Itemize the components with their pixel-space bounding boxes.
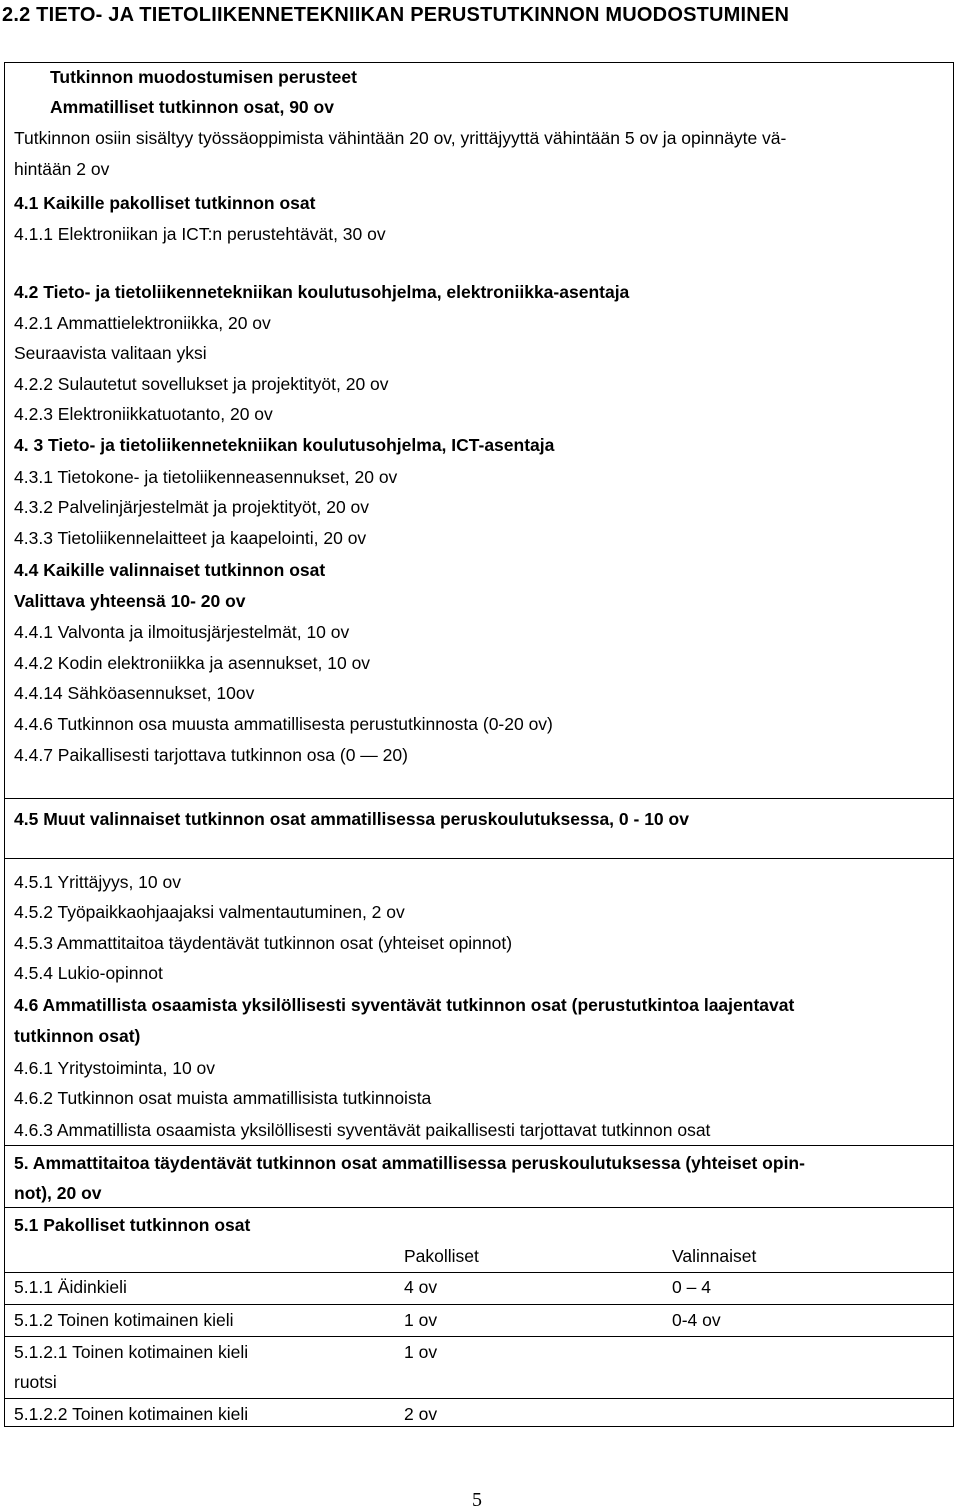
list-item: 4.4.7 Paikallisesti tarjottava tutkinnon osa (0 — 20) [14,745,408,765]
table-cell-name: 5.1.2 Toinen kotimainen kieli [14,1310,234,1330]
table-rule [4,1272,954,1273]
list-item: 4.4.1 Valvonta ja ilmoitusjärjestelmät, 10 ov [14,622,350,642]
section-heading: 5. Ammattitaitoa täydentävät tutkinnon osat ammatillisessa peruskoulutuksessa (yhteiset opin- [14,1153,805,1173]
list-item: 4.5.3 Ammattitaitoa täydentävät tutkinnon osat (yhteiset opinnot) [14,933,513,953]
table-cell-name: ruotsi [14,1372,57,1392]
section-heading: 4.2 Tieto- ja tietoliikennetekniikan koulutusohjelma, elektroniikka-asentaja [14,282,630,302]
list-item: 4.4.6 Tutkinnon osa muusta ammatillisesta perustutkinnosta (0-20 ov) [14,714,553,734]
list-item: 4.6.1 Yritystoiminta, 10 ov [14,1058,216,1078]
divider [4,858,954,859]
page-number: 5 [472,1489,482,1511]
list-item: 4.5.2 Työpaikkaohjaajaksi valmentautuminen, 2 ov [14,902,405,922]
section-heading: 4.1 Kaikille pakolliset tutkinnon osat [14,193,316,213]
list-item: 4.1.1 Elektroniikan ja ICT:n perustehtävät, 30 ov [14,224,386,244]
list-item: 4.4.14 Sähköasennukset, 10ov [14,683,255,703]
list-item: 4.2.2 Sulautetut sovellukset ja projektityöt, 20 ov [14,374,389,394]
table-cell-pakolliset: 4 ov [404,1277,438,1297]
list-item: 4.2.3 Elektroniikkatuotanto, 20 ov [14,404,273,424]
divider [4,1145,954,1146]
section-heading: 5.1 Pakolliset tutkinnon osat [14,1215,251,1235]
page-title: 2.2 TIETO- JA TIETOLIIKENNETEKNIIKAN PERUSTUTKINNON MUODOSTUMINEN [2,4,790,26]
section-heading: Tutkinnon muodostumisen perusteet [50,67,357,87]
table-cell-name: 5.1.2.2 Toinen kotimainen kieli [14,1404,249,1424]
table-header-valinnaiset: Valinnaiset [672,1246,757,1266]
list-item: Seuraavista valitaan yksi [14,343,207,363]
divider [4,1207,954,1208]
section-heading: Ammatilliset tutkinnon osat, 90 ov [50,97,334,117]
table-header-pakolliset: Pakolliset [404,1246,479,1266]
table-rule [4,1304,954,1305]
table-cell-name: 5.1.2.1 Toinen kotimainen kieli [14,1342,249,1362]
list-item: 4.4.2 Kodin elektroniikka ja asennukset, 10 ov [14,653,371,673]
table-cell-pakolliset: 2 ov [404,1404,438,1424]
list-item: 4.3.2 Palvelinjärjestelmät ja projektityöt, 20 ov [14,497,370,517]
list-item: 4.3.3 Tietoliikennelaitteet ja kaapelointi, 20 ov [14,528,367,548]
section-heading: not), 20 ov [14,1183,102,1203]
list-item: 4.6.3 Ammatillista osaamista yksilöllisesti syventävät paikallisesti tarjottavat tutkinnon osat [14,1120,711,1140]
divider [4,798,954,799]
section-heading: 4.6 Ammatillista osaamista yksilöllisesti syventävät tutkinnon osat (perustutkintoa laajentavat [14,995,795,1015]
table-rule [4,1336,954,1337]
list-item: 4.5.4 Lukio-opinnot [14,963,163,983]
list-item: 4.3.1 Tietokone- ja tietoliikenneasennukset, 20 ov [14,467,398,487]
table-rule [4,1398,954,1399]
table-cell-name: 5.1.1 Äidinkieli [14,1277,127,1297]
section-heading: tutkinnon osat) [14,1026,141,1046]
table-cell-valinnaiset: 0 – 4 [672,1277,711,1297]
table-cell-pakolliset: 1 ov [404,1310,438,1330]
list-item: 4.5.1 Yrittäjyys, 10 ov [14,872,181,892]
table-cell-valinnaiset: 0-4 ov [672,1310,721,1330]
section-heading: 4.5 Muut valinnaiset tutkinnon osat ammatillisessa peruskoulutuksessa, 0 - 10 ov [14,809,689,829]
intro-text: Tutkinnon osiin sisältyy työssäoppimista vähintään 20 ov, yrittäjyyttä vähintään 5 ov ja opinnäyte vä- [14,128,787,148]
section-heading: Valittava yhteensä 10- 20 ov [14,591,246,611]
list-item: 4.6.2 Tutkinnon osat muista ammatillisista tutkinnoista [14,1088,432,1108]
list-item: 4.2.1 Ammattielektroniikka, 20 ov [14,313,271,333]
intro-text: hintään 2 ov [14,159,110,179]
section-heading: 4.4 Kaikille valinnaiset tutkinnon osat [14,560,326,580]
section-heading: 4. 3 Tieto- ja tietoliikennetekniikan koulutusohjelma, ICT-asentaja [14,435,555,455]
table-cell-pakolliset: 1 ov [404,1342,438,1362]
